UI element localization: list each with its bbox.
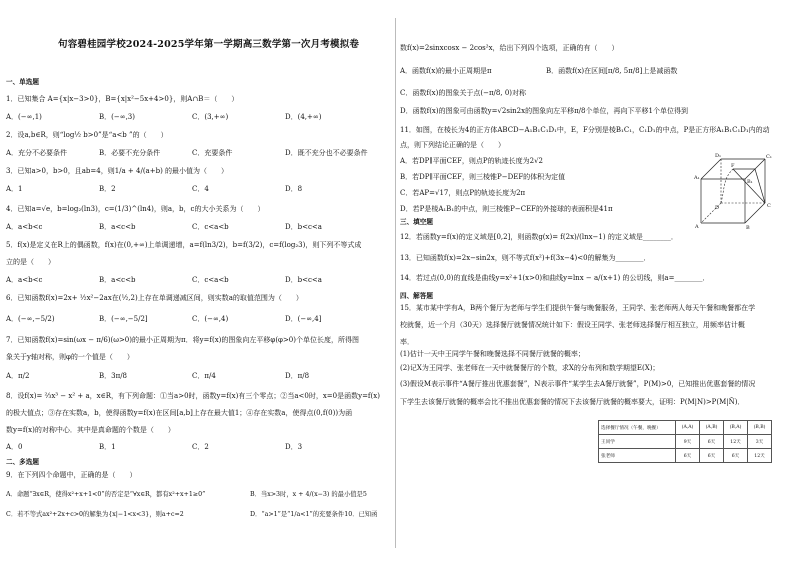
q5-option-a: A．a<b<c (6, 276, 43, 284)
question-7-cont: 象关于y轴对称，则φ的一个值是（ ） (6, 353, 134, 361)
question-8: 8．设f(x)= ⅔x³ − x² + a，x∈R，有下列命题：①当a>0时，函数y=f(x)有三个零点；②当a<0时，x=0是函数y=f(x) (6, 392, 380, 400)
q2-option-c: C．充要条件 (192, 149, 233, 157)
label-f: F (731, 163, 735, 169)
label-c1: C₁ (766, 154, 772, 160)
dining-record-table (598, 420, 772, 463)
question-5: 5．f(x)是定义在R上的偶函数，f(x)在(0,+∞)上单调递增，a=f(ln3/2)，b=f(3/2)，c=f(log₂3)，则下列不等式成 (6, 241, 362, 249)
question-15-part-3-cont: 下学生去该餐厅就餐的概率会比不推出优惠套餐的情况下去该餐厅就餐的概率要大，证明：P(M|N)>P(M|N̄)． (400, 398, 745, 406)
table-header-row (599, 421, 772, 435)
question-15: 15．某市某中学有A，B两个餐厅为老师与学生们提供午餐与晚餐服务，王同学、张老师两人每天午餐和晚餐都在学 (400, 304, 756, 312)
question-5-cont: 立的是（ ） (6, 258, 55, 266)
question-4: 4．已知a=√e，b=log₂(ln3)，c=(1/3)^(ln4)，则a，b，c的大小关系为（ ） (6, 205, 265, 213)
q1-option-c: C．(3,+∞) (192, 113, 229, 121)
question-8-cont-1: 的极大值点；③存在实数a，b，使得函数y=f(x)在区间[a,b]上存在最大值1；④存在实数a，使得点(0,f(0))为函 (6, 409, 353, 417)
q6-option-b: B．(−∞,−5/2] (99, 315, 148, 323)
q7-option-a: A．π/2 (6, 372, 30, 380)
q11-option-a: A．若DP∥平面CEF，则点P的轨迹长度为2√2 (400, 157, 544, 165)
q8-option-b: B．1 (99, 443, 116, 451)
label-c: C (767, 203, 771, 209)
table-header-cell: (B,B) (748, 421, 772, 435)
table-cell: 3天 (748, 435, 772, 449)
section-fill-in: 三、填空题 (400, 218, 433, 226)
q10-option-b: B．函数f(x)在区间[π/8, 5π/8]上是减函数 (546, 67, 678, 75)
q5-option-d: D．b<c<a (285, 276, 322, 284)
q2-option-d: D．既不充分也不必要条件 (285, 149, 368, 157)
label-d1: D₁ (715, 153, 722, 159)
column-divider (395, 18, 396, 548)
question-11: 11．如图，在棱长为4的正方体ABCD−A₁B₁C₁D₁中，E，F分别是棱B₁C₁，C₁D₁的中点，P是正方形A₁B₁C₁D₁内的动 (400, 126, 770, 134)
q7-option-b: B．3π/8 (99, 372, 128, 380)
q6-option-c: C．(−∞,4) (192, 315, 229, 323)
q4-option-a: A．a<b<c (6, 223, 43, 231)
q9-option-b: B．当x>3时，x + 4/(x−3) 的最小值是5 (250, 491, 367, 498)
section-solutions: 四、解答题 (400, 292, 433, 300)
question-13: 13．已知函数f(x)=2x−sin2x，则不等式f(x²)+f(3x−4)<0的解集为________． (400, 254, 651, 262)
q3-option-a: A．1 (6, 185, 23, 193)
question-12: 12．若函数y=f(x)的定义域是[0,2]，则函数g(x)= f(2x)/(lnx−1) 的定义域是________． (400, 233, 678, 241)
table-cell: 12天 (748, 449, 772, 463)
q10-option-c: C．函数f(x)的图象关于点(−π/8, 0)对称 (400, 89, 526, 97)
q1-option-a: A．(−∞,1) (6, 113, 42, 121)
table-row (599, 435, 772, 449)
q1-option-d: D．(4,+∞) (285, 113, 322, 121)
q10-option-a: A．函数f(x)的最小正周期是π (400, 67, 492, 75)
label-b: B (746, 225, 750, 231)
question-10: 数f(x)=2sinxcosx − 2cos²x，给出下列四个选项，正确的有（ ） (400, 44, 619, 52)
table-header-cell: 选择餐厅情况（午餐，晚餐） (599, 421, 676, 435)
q8-option-c: C．2 (192, 443, 209, 451)
q3-option-c: C．4 (192, 185, 209, 193)
q2-option-b: B．必要不充分条件 (99, 149, 161, 157)
q8-option-a: A．0 (6, 443, 23, 451)
question-15-cont-2: 率． (400, 338, 414, 346)
q7-option-c: C．π/4 (192, 372, 216, 380)
q7-option-d: D．π/8 (285, 372, 310, 380)
q5-option-c: C．c<a<b (192, 276, 229, 284)
section-multiple-choice: 二、多选题 (6, 458, 39, 466)
q3-option-d: D．8 (285, 185, 303, 193)
question-15-part-2: (2)记X为王同学、张老师在一天中就餐餐厅的个数，求X的分布列和数学期望E(X)； (400, 364, 660, 372)
question-2: 2．设a,b∈R，则“log½ b>0”是“a<b ”的（ ） (6, 131, 168, 139)
question-15-part-3: (3)假设M表示事件“A餐厅推出优惠套餐”，N表示事件“某学生去A餐厅就餐”，P(M)>0，已知推出优惠套餐的情况 (400, 380, 756, 388)
table-cell: 12天 (724, 435, 748, 449)
q10-option-d: D．函数f(x)的图象可由函数y=√2sin2x的图象向左平移π/8个单位，再向下平移1个单位得到 (400, 107, 688, 115)
q5-option-b: B．a<c<b (99, 276, 136, 284)
section-single-choice: 一、单选题 (6, 78, 39, 86)
q4-option-d: D．b<c<a (285, 223, 322, 231)
q11-option-c: C．若AP=√17，则点P的轨迹长度为2π (400, 189, 526, 197)
table-cell: 6天 (700, 435, 724, 449)
question-6: 6．已知函数f(x)=2x+ ½x²−2ax在(½,2)上存在单调递减区间，则实数a的取值范围为（ ） (6, 294, 303, 302)
q6-option-d: D．(−∞,4] (285, 315, 322, 323)
q9-option-a: A．命题“∃x∈R，使得x²+x+1<0”的否定是“∀x∈R，都有x²+x+1≥0” (6, 491, 206, 498)
label-b1: B₁ (747, 179, 753, 185)
question-8-cont-2: 数y=f(x)的对称中心．其中是真命题的个数是（ ） (6, 426, 175, 434)
question-9: 9．在下列四个命题中，正确的是（ ） (6, 471, 137, 479)
question-7: 7．已知函数f(x)=sin(ωx − π/6)(ω>0)的最小正周期为π．将y=f(x)的图象向左平移φ(φ>0)个单位长度，所得图 (6, 336, 359, 344)
label-a: A (695, 224, 699, 230)
cube-figure (693, 149, 773, 231)
q9-option-d: D．“a>1”是“1/a<1”的充要条件10．已知函 (250, 511, 378, 518)
q2-option-a: A．充分不必要条件 (6, 149, 68, 157)
q4-option-b: B．a<c<b (99, 223, 136, 231)
label-d: D (715, 205, 720, 211)
q6-option-a: A．(−∞,−5/2) (6, 315, 55, 323)
table-header-cell: (A,B) (700, 421, 724, 435)
exam-title: 句容碧桂园学校2024-2025学年第一学期高三数学第一次月考模拟卷 (58, 39, 360, 50)
question-1: 1．已知集合 A={x|x−3>0}，B={x|x²−5x+4>0}，则A∩B＝（ ） (6, 95, 239, 103)
question-15-cont-1: 校就餐，近一个月（30天）选择餐厅就餐情况统计如下：假设王同学、张老师选择餐厅相互独立，用频率估计概 (400, 321, 745, 329)
question-14: 14．若过点(0,0)的直线是曲线y=x²+1(x>0)和曲线y=lnx − a/(x+1) 的公切线，则a=________． (400, 274, 710, 282)
table-header-cell: (A,A) (676, 421, 700, 435)
q11-option-b: B．若DP∥平面CEF，则三棱锥P−DEF的体积为定值 (400, 173, 566, 181)
q4-option-c: C．c<a<b (192, 223, 229, 231)
label-a1: A₁ (694, 175, 700, 181)
q3-option-b: B．2 (99, 185, 116, 193)
q8-option-d: D．3 (285, 443, 303, 451)
table-row (599, 449, 772, 463)
q1-option-b: B．(−∞,3) (99, 113, 135, 121)
table-cell: 9天 (676, 435, 700, 449)
table-cell: 6天 (724, 449, 748, 463)
q11-option-d: D．若P是棱A₁B₁的中点，则三棱锥P−CEF的外接球的表面积是41π (400, 205, 613, 213)
table-cell: 张老师 (599, 449, 676, 463)
table-cell: 6天 (700, 449, 724, 463)
table-header-cell: (B,A) (724, 421, 748, 435)
question-3: 3．已知a>0，b>0，且ab=4，则1/a + 4/(a+b) 的最小值为（ ） (6, 167, 229, 175)
table-cell: 王同学 (599, 435, 676, 449)
question-15-part-1: (1)估计一天中王同学午餐和晚餐选择不同餐厅就餐的概率； (400, 350, 585, 358)
table-cell: 6天 (676, 449, 700, 463)
q9-option-c: C．若不等式ax²+2x+c>0的解集为{x|−1<x<3}，则a+c=2 (6, 511, 184, 518)
question-11-cont: 点，则下列结论正确的是（ ） (400, 141, 505, 149)
